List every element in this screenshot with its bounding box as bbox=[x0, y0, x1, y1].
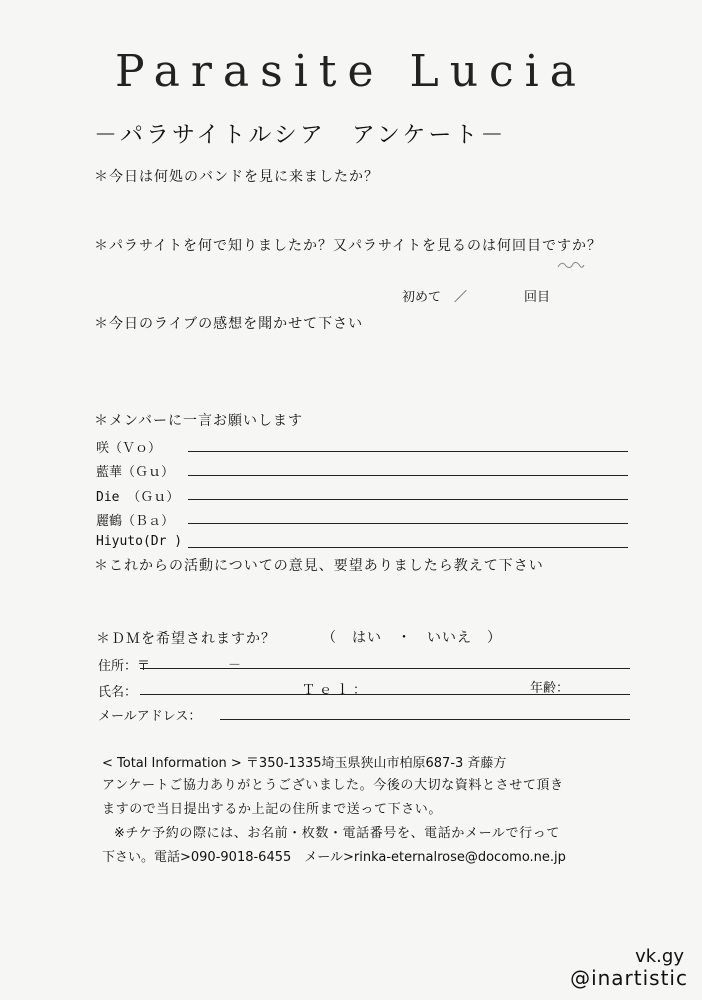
handwritten-mark bbox=[556, 257, 586, 273]
address-dash: － bbox=[228, 658, 242, 673]
question-dm: ＊ＤＭを希望されますか？ bbox=[96, 631, 276, 647]
tel-label: Ｔｅｌ： bbox=[302, 683, 371, 698]
member-line-dr[interactable] bbox=[188, 547, 628, 548]
address-label: 住所：〒 bbox=[98, 659, 151, 674]
member-line-gu1[interactable] bbox=[188, 475, 628, 476]
dm-options[interactable]: （ はい ・ いいえ ） bbox=[322, 630, 502, 646]
info-address: < Total Information > 〒350-1335埼玉県狭山市柏原687-3 斉藤方 bbox=[102, 756, 507, 771]
member-line-vo[interactable] bbox=[188, 451, 628, 452]
member-line-gu2[interactable] bbox=[188, 499, 628, 500]
watermark-site: vk.gy bbox=[635, 946, 684, 967]
member-label-gu1: 藍華（Ｇｕ） bbox=[96, 465, 175, 480]
question-how-known: ＊パラサイトを何で知りましたか？又パラサイトを見るのは何回目ですか？ bbox=[94, 238, 603, 254]
member-label-dr: Hiyuto(Dr ) bbox=[96, 534, 183, 549]
question-impression: ＊今日のライブの感想を聞かせて下さい bbox=[94, 316, 364, 332]
address-line[interactable] bbox=[140, 668, 630, 669]
age-label: 年齢： bbox=[530, 681, 570, 696]
member-label-ba: 麗鶴（Ｂａ） bbox=[96, 514, 175, 529]
question-feedback: ＊これからの活動についての意見、要望ありましたら教えて下さい bbox=[94, 558, 544, 574]
first-time-label: 初めて ／ bbox=[402, 290, 468, 305]
watermark-handle: @inartistic bbox=[570, 966, 688, 990]
info-thanks: アンケートご協力ありがとうございました。今後の大切な資料とさせて頂き bbox=[102, 778, 564, 793]
name-label: 氏名： bbox=[98, 685, 138, 700]
member-label-gu2: Die （Ｇｕ） bbox=[96, 490, 180, 505]
times-label: 回目 bbox=[524, 290, 551, 305]
question-band: ＊今日は何処のバンドを見に来ましたか？ bbox=[94, 169, 379, 185]
survey-subtitle: －パラサイトルシア アンケート－ bbox=[94, 122, 507, 148]
question-members: ＊メンバーに一言お願いします bbox=[94, 413, 304, 429]
info-contact: 下さい。電話>090-9018-6455 メール>rinka-eternalrose@docomo.ne.jp bbox=[102, 850, 566, 865]
member-line-ba[interactable] bbox=[188, 523, 628, 524]
member-label-vo: 咲（Ｖｏ） bbox=[96, 441, 162, 456]
email-label: メールアドレス： bbox=[98, 709, 202, 724]
email-line[interactable] bbox=[220, 719, 630, 720]
survey-title: Parasite Lucia bbox=[115, 46, 587, 97]
name-tel-line[interactable] bbox=[140, 694, 630, 695]
info-ticket: ※チケ予約の際には、お名前・枚数・電話番号を、電話かメールで行って bbox=[114, 826, 560, 841]
info-submit: ますので当日提出するか上記の住所まで送って下さい。 bbox=[102, 802, 443, 817]
